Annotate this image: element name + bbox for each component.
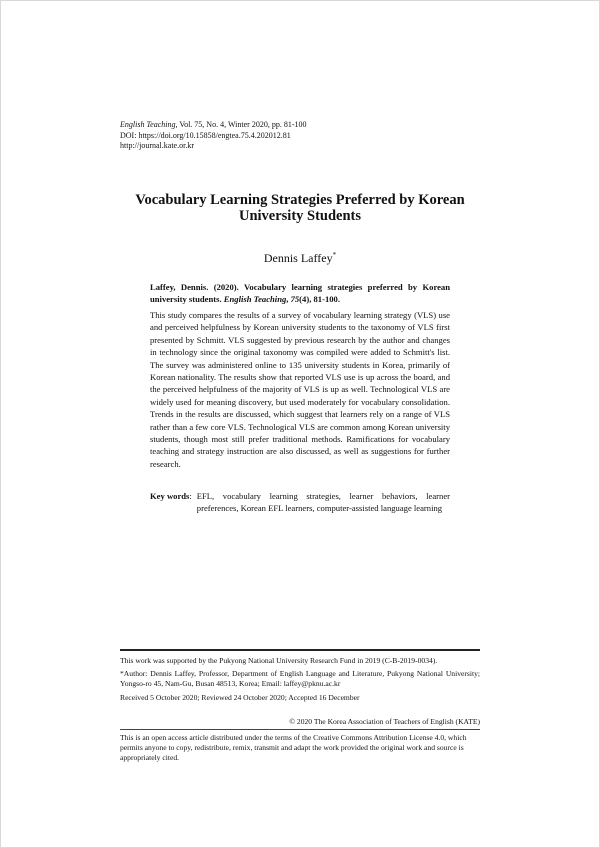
author-footnote-mark: * [332, 251, 337, 259]
abstract: This study compares the results of a survey of vocabulary learning strategy (VLS) use and perceived helpfulness by Korean university students to the taxonomy of VLS first presented by Schmitt. VLS suggested by previous research by the author and changes in technology since the original taxonomy was compiled were added to Schmitt's list. The survey was administered online to 135 university students in Korea, primarily of Korean nationality. The results show that reported VLS use is up across the board, and the perceived helpfulness of the majority of VLS is up as well. Technological VLS are widely used for meaning discovery, but used moderately for vocabulary consolidation. Trends in the results are discussed, which suggest that learners rely on a range of VLS rather than a few core VLS. Technological VLS are common among Korean university students, though most still prefer traditional methods. Ramifications for vocabulary teaching and strategy instruction are also discussed, as well as suggestions for further research. [150, 310, 450, 469]
license-note: This is an open access article distributed under the terms of the Creative Commons Attribution License 4.0, which permits anyone to copy, redistribute, remix, transmit and adapt the work provided the original work and source is appropriately cited. [120, 733, 467, 762]
citation-volume: 75 [290, 294, 300, 304]
citation-prefix: Laffey, Dennis. (2020). Vocabulary learning strategies preferred by Korean university students. [150, 282, 450, 304]
citation-journal: English Teaching [223, 294, 287, 304]
title-line-1: Vocabulary Learning Strategies Preferred by Korean [135, 192, 465, 208]
journal-url[interactable]: http://journal.kate.or.kr [120, 141, 194, 150]
author-line [120, 251, 480, 266]
keywords [150, 490, 450, 515]
journal-issue-line [120, 120, 307, 131]
paper-title [120, 192, 480, 224]
footnote-divider [120, 649, 480, 651]
title-line-2: University Students [238, 208, 362, 224]
keywords-text: EFL, vocabulary learning strategies, learner behaviors, learner preferences, Korean EFL learners, computer-assisted language learning [196, 491, 450, 514]
citation [150, 281, 450, 305]
author-info-note: *Author: Dennis Laffey, Professor, Department of English Language and Literature, Pukyong National University; Yongso-ro 45, Nam-Gu, Busan 48513, Korea; Email: laffey@pknu.ac.kr [120, 669, 480, 689]
citation-sep: , [286, 294, 291, 304]
dates-note: Received 5 October 2020; Reviewed 24 October 2020; Accepted 16 December [120, 692, 360, 702]
copyright-divider [120, 729, 480, 730]
funding-note: This work was supported by the Pukyong National University Research Fund in 2019 (C-B-2019-0034). [120, 656, 438, 665]
journal-masthead [120, 120, 307, 152]
journal-name: English Teaching [120, 120, 176, 129]
keywords-colon: : [189, 491, 192, 501]
citation-rest: (4), 81-100. [299, 294, 340, 304]
keywords-label: Key words [150, 491, 190, 501]
issue-info: , Vol. 75, No. 4, Winter 2020, pp. 81-100 [175, 120, 307, 129]
doi-line[interactable]: DOI: https://doi.org/10.15858/engtea.75.4.202012.81 [120, 130, 291, 140]
footnotes [120, 656, 480, 706]
copyright: © 2020 The Korea Association of Teachers of English (KATE) [289, 717, 480, 726]
author-name: Dennis Laffey [263, 251, 333, 265]
